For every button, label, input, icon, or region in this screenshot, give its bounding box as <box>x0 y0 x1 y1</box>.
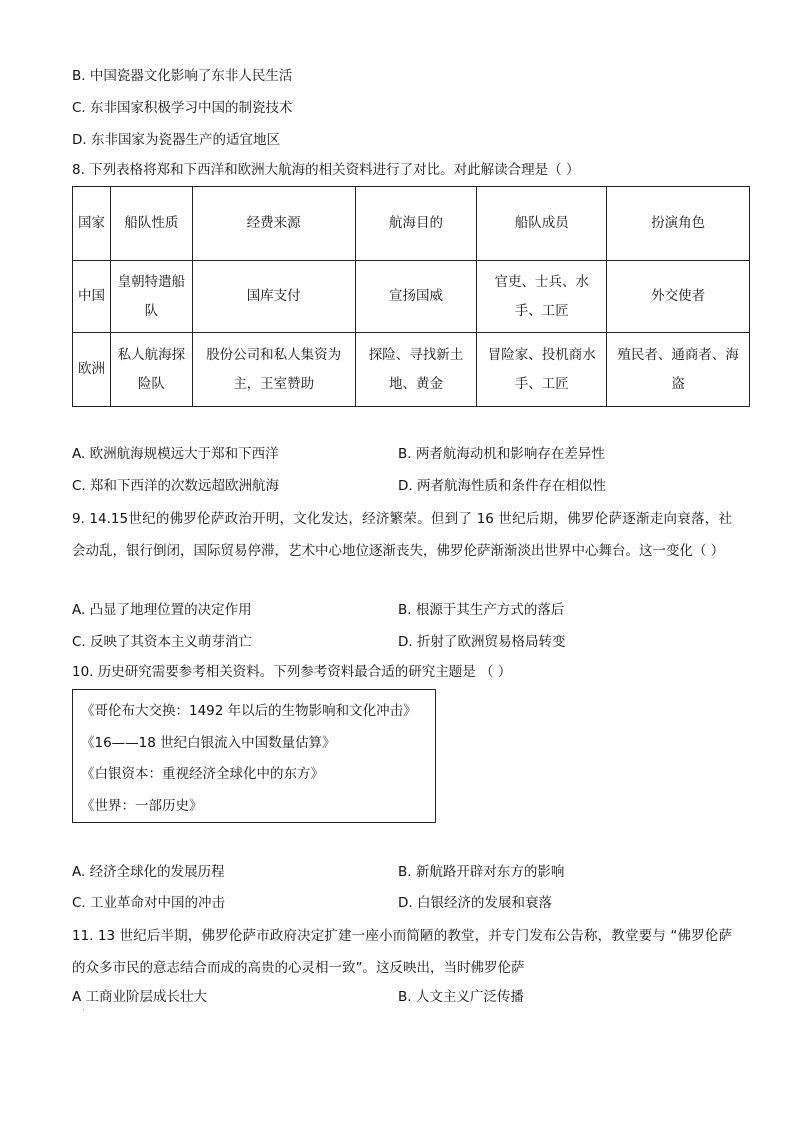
table-header-row <box>73 187 750 261</box>
table-row <box>73 333 750 407</box>
table-header-cell: 船队成员 <box>477 187 607 261</box>
table-cell: 欧洲 <box>73 333 111 407</box>
q8-stem: 8. 下列表格将郑和下西洋和欧洲大航海的相关资料进行了对比。对此解读合理是（ ） <box>72 162 580 178</box>
table-cell: 私人航海探险队 <box>110 333 192 407</box>
table-cell: 宣扬国威 <box>355 261 477 333</box>
table-header-cell: 国家 <box>73 187 111 261</box>
page-mark: · <box>82 1006 85 1015</box>
q9-option-d: D. 折射了欧洲贸易格局转变 <box>398 634 566 650</box>
q9-stem: 9. 14.15世纪的佛罗伦萨政治开明，文化发达，经济繁荣。但到了 16 世纪后期，佛罗伦萨逐渐走向衰落，社会动乱，银行倒闭，国际贸易停滞，艺术中心地位逐渐丧失，佛罗伦萨渐渐淡出世界中心舞台。这一变化（ ） <box>72 511 732 559</box>
comparison-table <box>72 186 750 407</box>
reference-item: 《世界：一部历史》 <box>81 797 203 814</box>
table-cell: 殖民者、通商者、海盗 <box>607 333 750 407</box>
q11-stem: 11. 13 世纪后半期，佛罗伦萨市政府决定扩建一座小而简陋的教堂，并专门发布公告称，教堂要与 “佛罗伦萨的众多市民的意志结合而成的高贵的心灵相一致”。这反映出，当时佛罗伦萨 <box>72 928 732 976</box>
table-cell: 中国 <box>73 261 111 333</box>
q10-option-c: C. 工业革命对中国的冲击 <box>72 895 226 911</box>
q8-option-b: B. 两者航海动机和影响存在差异性 <box>398 446 605 462</box>
table-header-cell: 船队性质 <box>110 187 192 261</box>
q10-option-b: B. 新航路开辟对东方的影响 <box>398 864 565 880</box>
q7-option-d: D. 东非国家为瓷器生产的适宜地区 <box>72 132 280 148</box>
reference-box <box>72 689 436 823</box>
q10-option-a: A. 经济全球化的发展历程 <box>72 864 225 880</box>
q10-stem: 10. 历史研究需要参考相关资料。下列参考资料最合适的研究主题是 （ ） <box>72 664 512 680</box>
reference-item: 《哥伦布大交换：1492 年以后的生物影响和文化冲击》 <box>81 703 417 719</box>
q10-option-d: D. 白银经济的发展和衰落 <box>398 895 552 911</box>
table-row <box>73 261 750 333</box>
q7-option-c: C. 东非国家积极学习中国的制瓷技术 <box>72 100 293 116</box>
q8-option-d: D. 两者航海性质和条件存在相似性 <box>398 478 606 494</box>
table-header-cell: 经费来源 <box>192 187 355 261</box>
q9-option-c: C. 反映了其资本主义萌芽消亡 <box>72 634 253 650</box>
table-cell: 官吏、士兵、水手、工匠 <box>477 261 607 333</box>
reference-item: 《白银资本：重视经济全球化中的东方》 <box>81 766 324 782</box>
table-header-cell: 扮演角色 <box>607 187 750 261</box>
q8-option-a: A. 欧洲航海规模远大于郑和下西洋 <box>72 446 279 462</box>
table-cell: 冒险家、投机商水手、工匠 <box>477 333 607 407</box>
table-cell: 国库支付 <box>192 261 355 333</box>
reference-item: 《16——18 世纪白银流入中国数量估算》 <box>81 734 336 751</box>
table-cell: 股份公司和私人集资为主，王室赞助 <box>192 333 355 407</box>
table-cell: 探险、寻找新土地、黄金 <box>355 333 477 407</box>
q9-option-b: B. 根源于其生产方式的落后 <box>398 602 565 618</box>
table-header-cell: 航海目的 <box>355 187 477 261</box>
q11-option-a: A 工商业阶层成长壮大 <box>72 989 208 1005</box>
table-cell: 皇朝特遣船队 <box>110 261 192 333</box>
table-cell: 外交使者 <box>607 261 750 333</box>
q11-option-b: B. 人文主义广泛传播 <box>398 989 524 1005</box>
q9-option-a: A. 凸显了地理位置的决定作用 <box>72 602 252 618</box>
q8-option-c: C. 郑和下西洋的次数远超欧洲航海 <box>72 478 280 494</box>
q7-option-b: B. 中国瓷器文化影响了东非人民生活 <box>72 68 293 84</box>
